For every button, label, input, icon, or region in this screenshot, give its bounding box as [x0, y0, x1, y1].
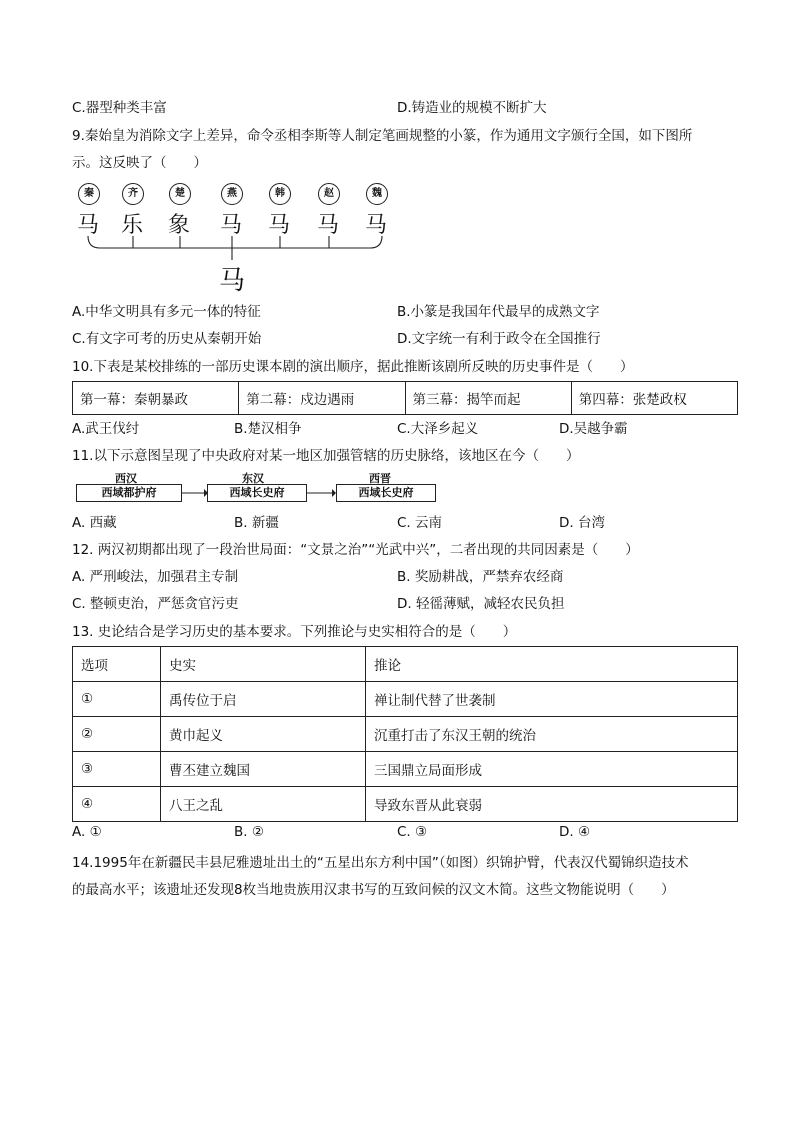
q9-seal-glyph: 马 [77, 213, 100, 238]
q9-stem-line1: 9.秦始皇为消除文字上差异，命令丞相李斯等人制定笔画规整的小篆，作为通用文字颁行全国，如下图所 [72, 128, 693, 144]
q10-act-cell: 第一幕：秦朝暴政 [73, 382, 239, 415]
table-row [73, 717, 738, 752]
q9-seal-glyph: 马 [268, 213, 291, 238]
q11-option-a: A. 西藏 [72, 515, 117, 531]
table-cell: ③ [73, 752, 161, 787]
table-row [73, 752, 738, 787]
table-cell: ④ [73, 787, 161, 822]
q10-option-d: D.吴越争霸 [559, 421, 628, 437]
table-header-row [73, 647, 738, 682]
table-header-cell: 选项 [73, 647, 161, 682]
q13-option-c: C. ③ [397, 824, 428, 840]
q9-unified-glyph: 马 [219, 266, 246, 296]
table-cell: ① [73, 682, 161, 717]
q9-state-seal: 魏 [366, 183, 388, 205]
q10-acts-table [72, 381, 738, 415]
q9-option-c: C.有文字可考的历史从秦朝开始 [72, 331, 262, 347]
q11-option-c: C. 云南 [397, 515, 443, 531]
q14-stem-line2: 的最高水平；该遗址还发现8枚当地贵族用汉隶书写的互致问候的汉文木简。这些文物能说明（ ） [72, 882, 675, 898]
q9-seal-glyph: 马 [365, 213, 388, 238]
table-cell: 曹丕建立魏国 [161, 752, 366, 787]
q9-state-seal: 齐 [122, 183, 144, 205]
q11-option-d: D. 台湾 [559, 515, 605, 531]
q11-dynasty-label: 东汉 [242, 472, 264, 485]
table-header-cell: 推论 [366, 647, 738, 682]
q10-act-cell: 第二幕：戍边遇雨 [239, 382, 405, 415]
q13-option-d: D. ④ [559, 824, 591, 840]
table-cell: 八王之乱 [161, 787, 366, 822]
q9-seal-glyph: 马 [220, 213, 243, 238]
table-row [73, 682, 738, 717]
q8-option-d: D.铸造业的规模不断扩大 [397, 100, 547, 116]
q9-state-seal: 赵 [318, 183, 340, 205]
table-cell: 三国鼎立局面形成 [366, 752, 738, 787]
table-row [73, 787, 738, 822]
q9-stem-line2: 示。这反映了（ ） [72, 155, 207, 171]
table-cell: 禹传位于启 [161, 682, 366, 717]
table-cell: 沉重打击了东汉王朝的统治 [366, 717, 738, 752]
q12-option-c: C. 整顿吏治，严惩贪官污吏 [72, 596, 239, 612]
q11-office-box: 西域长史府 [336, 484, 436, 502]
table-cell: 黄巾起义 [161, 717, 366, 752]
table-header-cell: 史实 [161, 647, 366, 682]
q12-option-b: B. 奖励耕战，严禁弃农经商 [397, 569, 564, 585]
q10-option-c: C.大泽乡起义 [397, 421, 479, 437]
q12-option-d: D. 轻徭薄赋，减轻农民负担 [397, 596, 565, 612]
q9-state-seal: 燕 [221, 183, 243, 205]
q13-table [72, 646, 738, 822]
q9-seal-glyph: 乐 [121, 213, 144, 238]
q12-option-a: A. 严刑峻法，加强君主专制 [72, 569, 239, 585]
table-cell: 导致东晋从此衰弱 [366, 787, 738, 822]
q11-arrows [180, 486, 340, 500]
table-cell: 禅让制代替了世袭制 [366, 682, 738, 717]
q13-stem: 13. 史论结合是学习历史的基本要求。下列推论与史实相符合的是（ ） [72, 624, 517, 640]
q13-option-b: B. ② [234, 824, 264, 840]
q10-option-b: B.楚汉相争 [234, 421, 302, 437]
q11-dynasty-label: 西晋 [369, 472, 391, 485]
q9-option-d: D.文字统一有利于政令在全国推行 [397, 331, 601, 347]
q12-stem: 12. 两汉初期都出现了一段治世局面：“文景之治”“光武中兴”，二者出现的共同因素是（ ） [72, 542, 639, 558]
q9-seal-glyph: 马 [317, 213, 340, 238]
q10-stem: 10.下表是某校排练的一部历史课本剧的演出顺序，据此推断该剧所反映的历史事件是（ ） [72, 359, 634, 375]
q9-state-seal: 楚 [169, 183, 191, 205]
q14-stem-line1: 14.1995年在新疆民丰县尼雅遗址出土的“五星出东方利中国”（如图）织锦护臂，代表汉代蜀锦织造技术 [72, 855, 689, 871]
q9-option-a: A.中华文明具有多元一体的特征 [72, 304, 261, 320]
q11-dynasty-label: 西汉 [115, 472, 137, 485]
q8-option-c: C.器型种类丰富 [72, 100, 167, 116]
q9-state-seal: 韩 [269, 183, 291, 205]
q10-option-a: A.武王伐纣 [72, 421, 140, 437]
q11-option-b: B. 新疆 [234, 515, 279, 531]
q10-act-cell: 第三幕：揭竿而起 [405, 382, 571, 415]
q9-state-seal: 秦 [78, 183, 100, 205]
q11-office-box: 西域都护府 [76, 484, 182, 502]
q11-stem: 11.以下示意图呈现了中央政府对某一地区加强管辖的历史脉络，该地区在今（ ） [72, 448, 580, 464]
q9-seal-glyph: 象 [168, 213, 191, 238]
q10-act-cell: 第四幕：张楚政权 [571, 382, 737, 415]
table-cell: ② [73, 717, 161, 752]
q11-office-box: 西域长史府 [207, 484, 307, 502]
q13-option-a: A. ① [72, 824, 102, 840]
q9-option-b: B.小篆是我国年代最早的成熟文字 [397, 304, 600, 320]
q9-bracket-lines [70, 232, 400, 262]
